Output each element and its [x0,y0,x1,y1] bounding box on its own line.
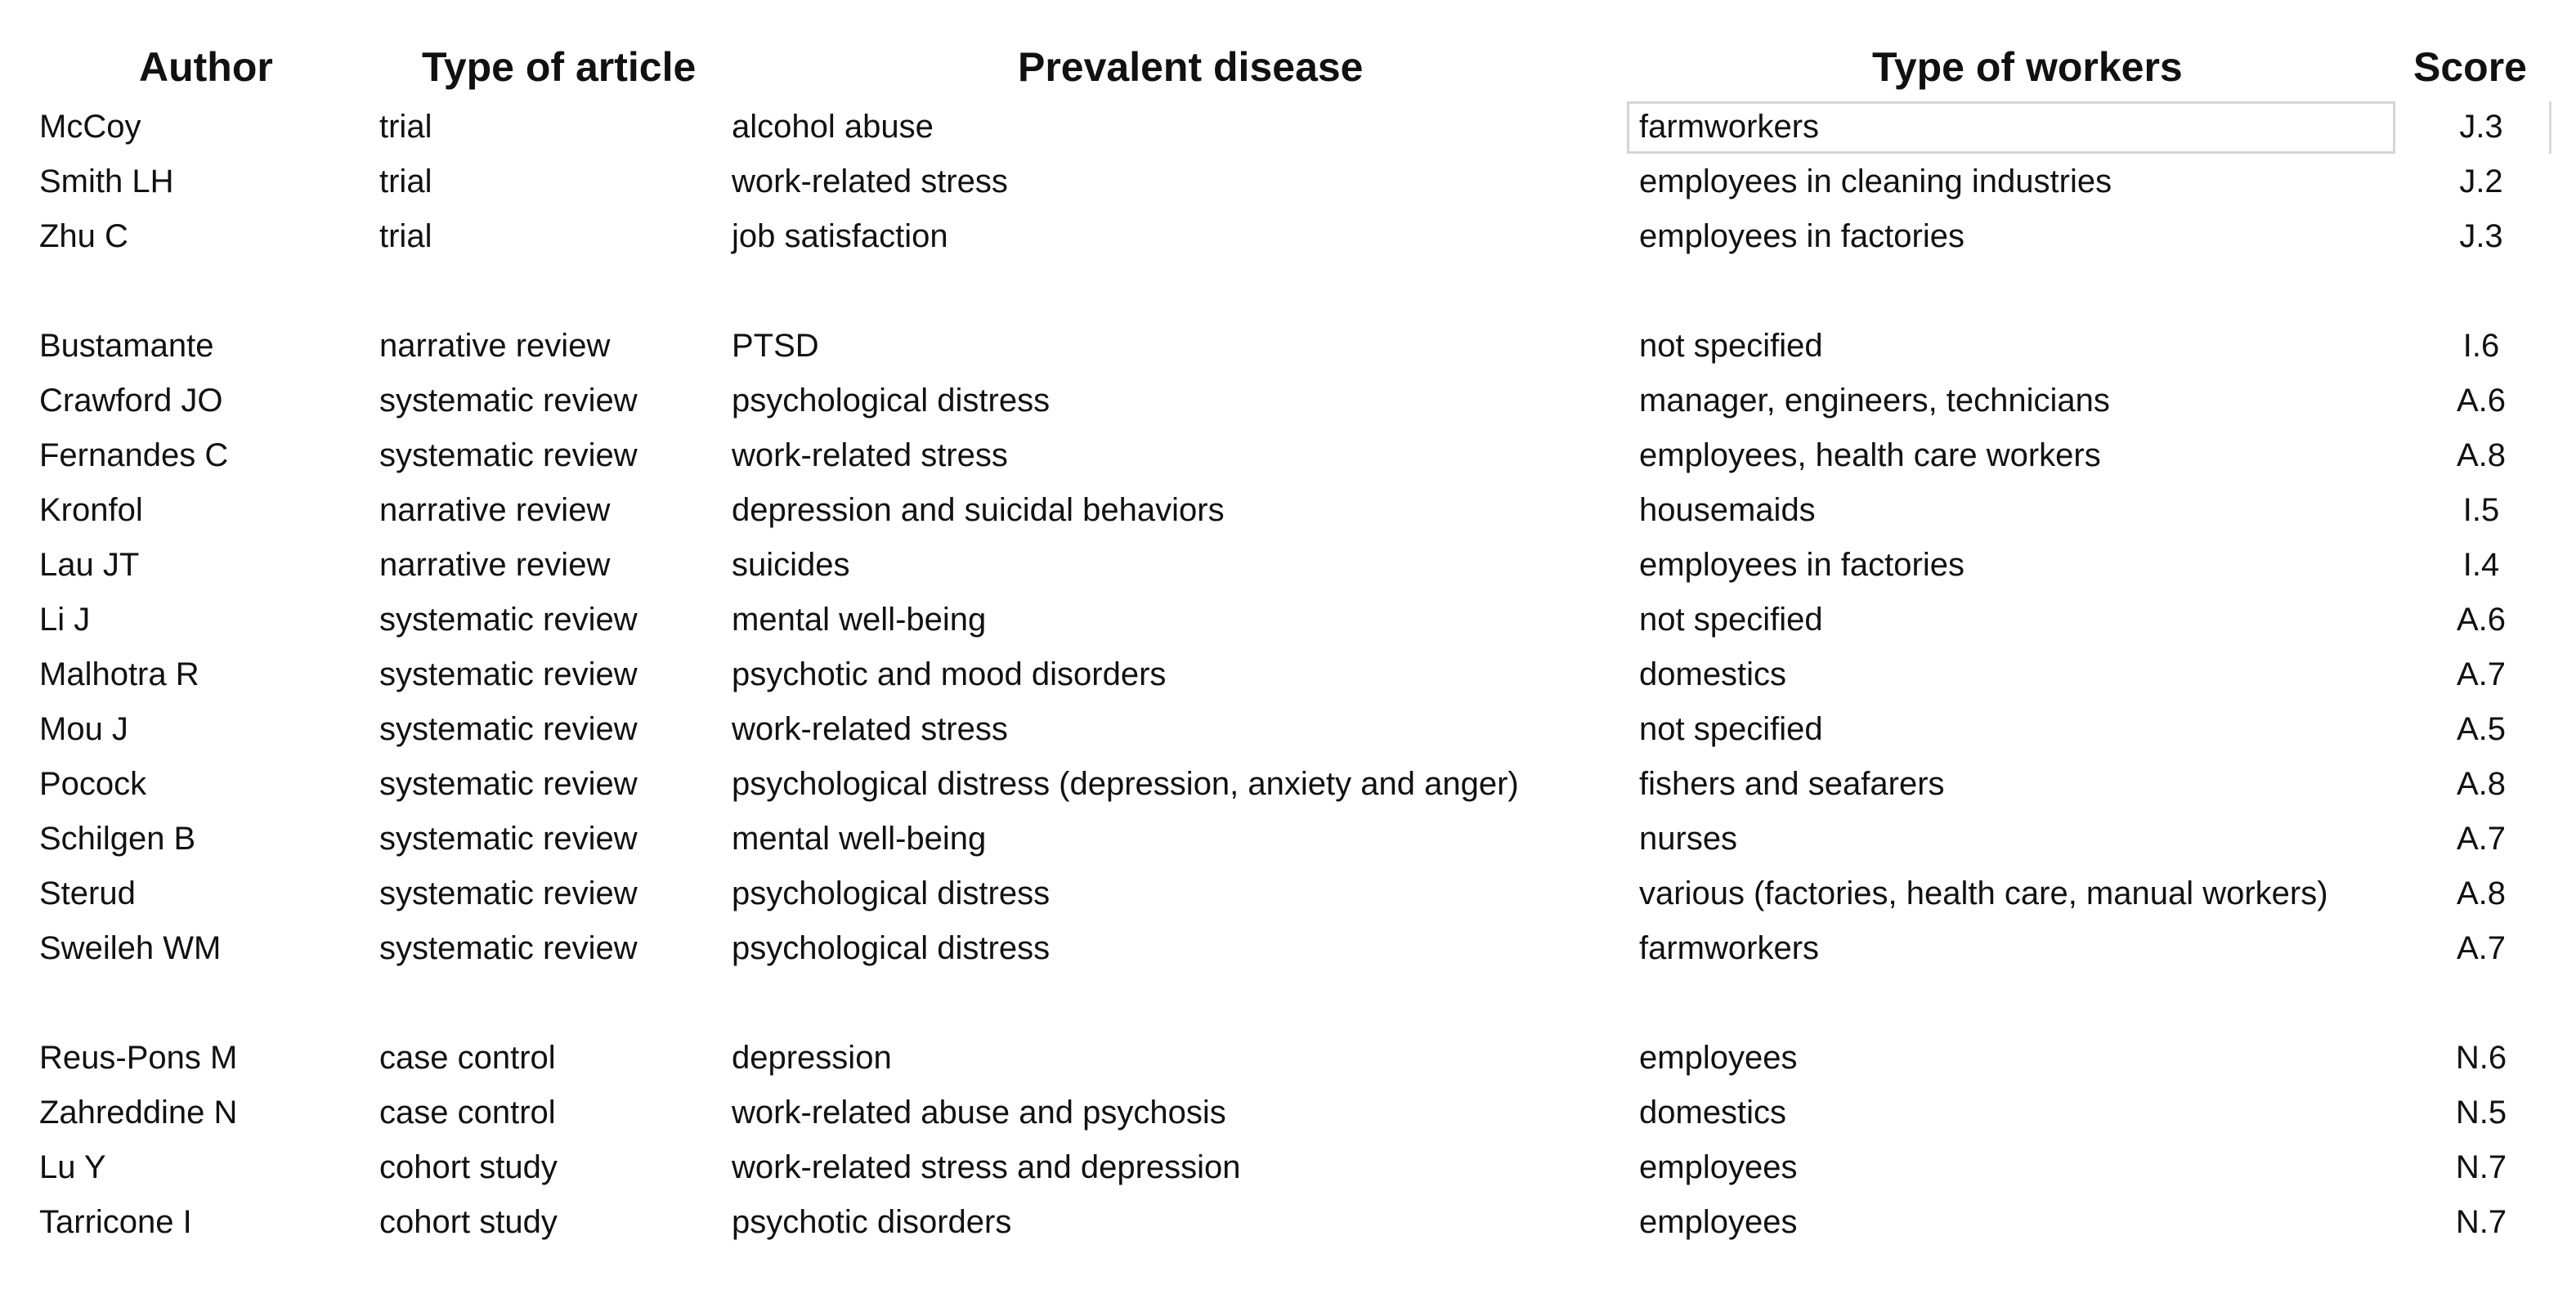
workers-cell[interactable]: employees in cleaning industries [1639,163,2112,199]
workers-cell[interactable]: domestics [1639,656,1787,692]
table-row [0,866,2576,920]
header-type-of-workers: Type of workers [1872,44,2183,90]
author-cell[interactable]: Zhu C [39,218,128,254]
table-row [0,483,2576,537]
score-cell[interactable]: J.2 [2459,163,2503,199]
disease-cell[interactable]: work-related stress [732,163,1008,199]
score-cell[interactable]: A.5 [2456,711,2507,747]
score-cell[interactable]: A.8 [2456,875,2507,911]
workers-cell[interactable]: employees [1639,1149,1798,1185]
score-cell[interactable]: N.7 [2455,1149,2507,1185]
score-cell[interactable]: A.7 [2456,821,2507,857]
workers-cell[interactable]: domestics [1639,1095,1787,1131]
disease-cell[interactable]: psychological distress [732,930,1051,966]
table-row [0,1195,2576,1249]
type-cell[interactable]: case control [379,1040,556,1076]
type-cell[interactable]: cohort study [379,1149,558,1185]
disease-cell[interactable]: psychological distress [732,875,1051,911]
score-cell[interactable]: J.3 [2459,218,2503,254]
score-cell[interactable]: A.7 [2456,930,2507,966]
author-cell[interactable]: Tarricone I [39,1204,192,1240]
author-cell[interactable]: Lu Y [39,1149,106,1185]
author-cell[interactable]: Kronfol [39,492,143,528]
author-cell[interactable]: Reus-Pons M [39,1040,238,1076]
author-cell[interactable]: Sweileh WM [39,930,222,966]
workers-cell[interactable]: employees [1639,1204,1798,1240]
score-cell[interactable]: I.4 [2462,547,2500,583]
author-cell[interactable]: Malhotra R [39,656,199,692]
table-row [0,1086,2576,1140]
workers-cell[interactable]: farmworkers [1639,109,1820,145]
score-cell[interactable]: N.6 [2455,1040,2507,1076]
author-cell[interactable]: Li J [39,602,91,638]
table-row [0,1140,2576,1194]
disease-cell[interactable]: psychological distress [732,383,1051,419]
table-row [0,647,2576,701]
type-cell[interactable]: cohort study [379,1204,558,1240]
workers-cell[interactable]: not specified [1639,328,1823,364]
table-row [0,154,2576,208]
workers-cell[interactable]: employees, health care workers [1639,437,2101,473]
workers-cell[interactable]: manager, engineers, technicians [1639,383,2110,419]
type-cell[interactable]: systematic review [379,437,638,473]
workers-cell[interactable]: not specified [1639,711,1823,747]
table-row [0,209,2576,263]
disease-cell[interactable]: work-related abuse and psychosis [732,1095,1226,1131]
score-cell[interactable]: A.7 [2456,656,2507,692]
table-row [0,100,2576,154]
type-cell[interactable]: trial [379,163,432,199]
type-cell[interactable]: narrative review [379,492,611,528]
author-cell[interactable]: Crawford JO [39,383,223,419]
score-cell[interactable]: A.6 [2456,602,2507,638]
disease-cell[interactable]: work-related stress and depression [732,1149,1241,1185]
disease-cell[interactable]: psychological distress (depression, anxiety and anger) [732,766,1519,802]
table-row [0,702,2576,756]
type-cell[interactable]: trial [379,109,432,145]
disease-cell[interactable]: depression and suicidal behaviors [732,492,1225,528]
author-cell[interactable]: Mou J [39,711,128,747]
author-cell[interactable]: Bustamante [39,328,214,364]
author-cell[interactable]: Pocock [39,766,147,802]
table-row [0,319,2576,373]
score-cell[interactable]: N.7 [2455,1204,2507,1240]
author-cell[interactable]: Lau JT [39,547,140,583]
workers-cell[interactable]: employees [1639,1040,1798,1076]
author-cell[interactable]: Smith LH [39,163,174,199]
table-row [0,374,2576,428]
type-cell[interactable]: trial [379,218,432,254]
table-row [0,921,2576,975]
type-cell[interactable]: case control [379,1095,556,1131]
table-row [0,593,2576,647]
author-cell[interactable]: Fernandes C [39,437,229,473]
type-cell[interactable]: systematic review [379,875,638,911]
workers-cell[interactable]: not specified [1639,602,1823,638]
author-cell[interactable]: Zahreddine N [39,1095,238,1131]
type-cell[interactable]: narrative review [379,328,611,364]
workers-cell[interactable]: various (factories, health care, manual workers) [1639,875,2328,911]
disease-cell[interactable]: mental well-being [732,821,987,857]
score-cell[interactable]: A.6 [2456,383,2507,419]
score-cell[interactable]: I.6 [2462,328,2500,364]
score-cell[interactable]: A.8 [2456,766,2507,802]
header-author: Author [139,44,273,90]
disease-cell[interactable]: work-related stress [732,711,1008,747]
disease-cell[interactable]: psychotic and mood disorders [732,656,1167,692]
disease-cell[interactable]: job satisfaction [732,218,948,254]
type-cell[interactable]: systematic review [379,930,638,966]
score-cell[interactable]: J.3 [2459,109,2503,145]
score-cell[interactable]: I.5 [2462,492,2500,528]
type-cell[interactable]: systematic review [379,656,638,692]
workers-cell[interactable]: employees in factories [1639,218,1964,254]
workers-cell[interactable]: housemaids [1639,492,1816,528]
disease-cell[interactable]: psychotic disorders [732,1204,1012,1240]
disease-cell[interactable]: work-related stress [732,437,1008,473]
table-row [0,1031,2576,1085]
author-cell[interactable]: McCoy [39,109,141,145]
author-cell[interactable]: Schilgen B [39,821,196,857]
table-row [0,538,2576,592]
header-prevalent-disease: Prevalent disease [1018,44,1364,90]
disease-cell[interactable]: depression [732,1040,892,1076]
disease-cell[interactable]: alcohol abuse [732,109,934,145]
score-cell[interactable]: A.8 [2456,437,2507,473]
header-score: Score [2413,44,2527,90]
table-row [0,757,2576,811]
workers-cell[interactable]: fishers and seafarers [1639,766,1945,802]
table-row [0,428,2576,482]
workers-cell[interactable]: farmworkers [1639,930,1820,966]
disease-cell[interactable]: mental well-being [732,602,987,638]
type-cell[interactable]: systematic review [379,766,638,802]
header-type-of-article: Type of article [422,44,697,90]
score-cell[interactable]: N.5 [2455,1095,2507,1131]
disease-cell[interactable]: PTSD [732,328,819,364]
disease-cell[interactable]: suicides [732,547,850,583]
workers-cell[interactable]: nurses [1639,821,1738,857]
type-cell[interactable]: systematic review [379,821,638,857]
author-cell[interactable]: Sterud [39,875,136,911]
table-row [0,812,2576,866]
workers-cell[interactable]: employees in factories [1639,547,1964,583]
type-cell[interactable]: narrative review [379,547,611,583]
type-cell[interactable]: systematic review [379,383,638,419]
type-cell[interactable]: systematic review [379,602,638,638]
type-cell[interactable]: systematic review [379,711,638,747]
